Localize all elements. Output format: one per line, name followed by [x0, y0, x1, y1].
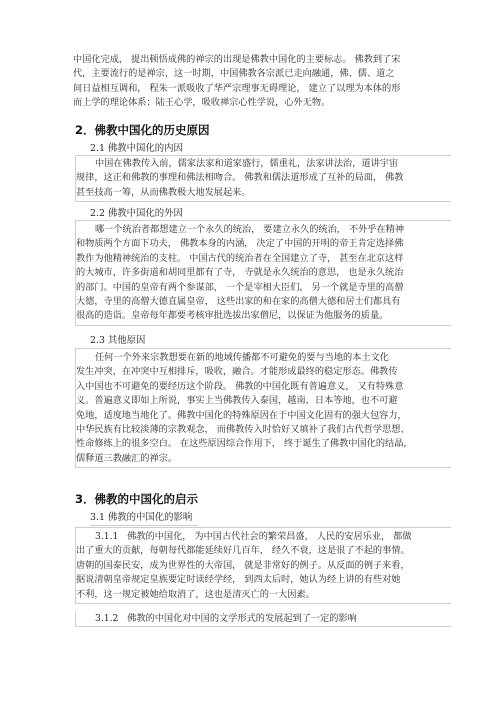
subsection-paragraph — [75, 220, 451, 326]
text-line: 性命修练上的很多空白。 在这些原因综合作用下， 终于诞生了佛教中国化的结晶， — [76, 438, 413, 450]
subsection-heading: 2.1 佛教中国化的内因 — [90, 143, 183, 154]
text-line: 中国化完成， 提出顿悟成佛的禅宗的出现是佛教中国化的主要标志。 佛教到了宋 — [73, 54, 401, 65]
text-line: 甚至技高一筹，从而佛教极大地发展起来。 — [76, 186, 251, 198]
subsection-paragraph — [75, 155, 451, 202]
text-line: 入中国也不可避免的要经历这个阶段。 佛教的中国化既有普遍意义， 又有特殊意 — [76, 380, 404, 392]
text-line: 不利，这一规定被她给取消了，这也是清灭亡的一大因素。 — [76, 588, 315, 600]
text-line — [76, 530, 451, 544]
text-line: 唐朝的国泰民安，成为世界性的大帝国， 就是非常好的例子。从反面的例子来看， — [76, 559, 410, 571]
text-line: 规律，这正和佛教的事理和佛法相吻合。 佛教和儒法道形成了互补的局面， 佛教 — [76, 172, 404, 184]
text-line: 据说清朝皇帝规定皇族要定时读经学经， 到西太后时，她认为经上讲的有些对她 — [76, 574, 401, 586]
intro-paragraph — [73, 53, 443, 111]
paragraph-number: 3.1.1 — [95, 531, 119, 542]
text-line: 间日益相互调和， 程朱一派吸收了华严宗理事无碍理论， 建立了以理为本体的形 — [73, 82, 401, 94]
text-line: 发生冲突，在冲突中互相排斥，吸收，融合。才能形成最终的稳定形态。佛教传 — [76, 366, 398, 378]
subsection-heading: 2.3 其他原因 — [90, 335, 146, 346]
text-line: 出了重大的贡献，每朝每代都能延续好几百年， 经久不衰，这是很了不起的事情。 — [76, 545, 410, 557]
text-line: 而上学的理论体系；陆王心学，吸收禅宗心性学说，心外无物。 — [73, 97, 331, 109]
text-line: 的部门。中国的皇帝有两个参谋部， 一个是宰相大臣们， 另一个就是寺里的高僧 — [76, 281, 404, 293]
text-line: 代，主要流行的是禅宗，这一时期，中国佛教各宗派已走向融通，佛、儒、道之 — [73, 68, 395, 80]
text-line: 中国在佛教传入前，儒家法家和道家盛行，儒重礼，法家讲法治，道讲宇宙 — [95, 158, 399, 169]
text-line: 大德，寺里的高僧大德直属皇帝， 这些出家的和在家的高僧大德和居士们都具有 — [76, 296, 401, 308]
text-line — [76, 612, 451, 626]
subsection-heading: 2.2 佛教中国化的外因 — [90, 208, 183, 219]
text-line: 很高的造诣。皇帝每年都要考核审批选拔出家僧尼，以保证为他服务的质量。 — [76, 310, 389, 322]
subsection-paragraph — [75, 612, 451, 627]
text-line: 免地，适度地当地化了。佛教中国化的特殊原因在于中国文化固有的强大包容力， — [76, 409, 407, 421]
text-line: 教作为他精神统治的支柱。 中国古代的统治者在全国建立了寺， 甚至在北京这样 — [76, 252, 404, 264]
text-line: 义。普遍意义即如上所说，事实上当佛教传入泰国，越南，日本等地，也不可避 — [76, 395, 398, 407]
text-line: 哪一个统治者都想建立一个永久的统治， 要建立永久的统治， 不外乎在精神 — [95, 224, 405, 235]
section-heading: 3．佛教的中国化的启示 — [75, 492, 199, 506]
text-line: 和物质两个方面下功夫， 佛教本身的内涵， 决定了中国的开明的帝王肯定选择佛 — [76, 238, 404, 250]
paragraph-text: 佛教的中国化， 为中国古代社会的繁荣昌盛， 人民的安居乐业， 都做 — [127, 531, 412, 542]
subsection-paragraph — [75, 348, 451, 468]
text-line: 儒释道三教融汇的禅宗。 — [76, 452, 178, 464]
text-line: 任何一个外来宗教想要在新的地域传播都不可避免的要与当地的本土文化 — [95, 352, 389, 363]
section-heading: 2．佛教中国化的历史原因 — [75, 123, 210, 137]
text-line: 的大城市，许多街道和胡同里都有了寺， 寺就是永久统治的意思， 也是永久统治 — [76, 267, 404, 279]
text-line: 中华民族有比较淡薄的宗教观念， 而佛教传入时恰好又填补了我们古代哲学思想、 — [76, 424, 410, 436]
subsection-paragraph — [75, 527, 451, 604]
paragraph-number: 3.1.2 — [95, 613, 119, 624]
paragraph-text: 佛教的中国化对中国的文学形式的发展起到了一定的影响 — [127, 613, 357, 624]
subsection-heading: 3.1 佛教的中国化的影响 — [90, 511, 198, 526]
